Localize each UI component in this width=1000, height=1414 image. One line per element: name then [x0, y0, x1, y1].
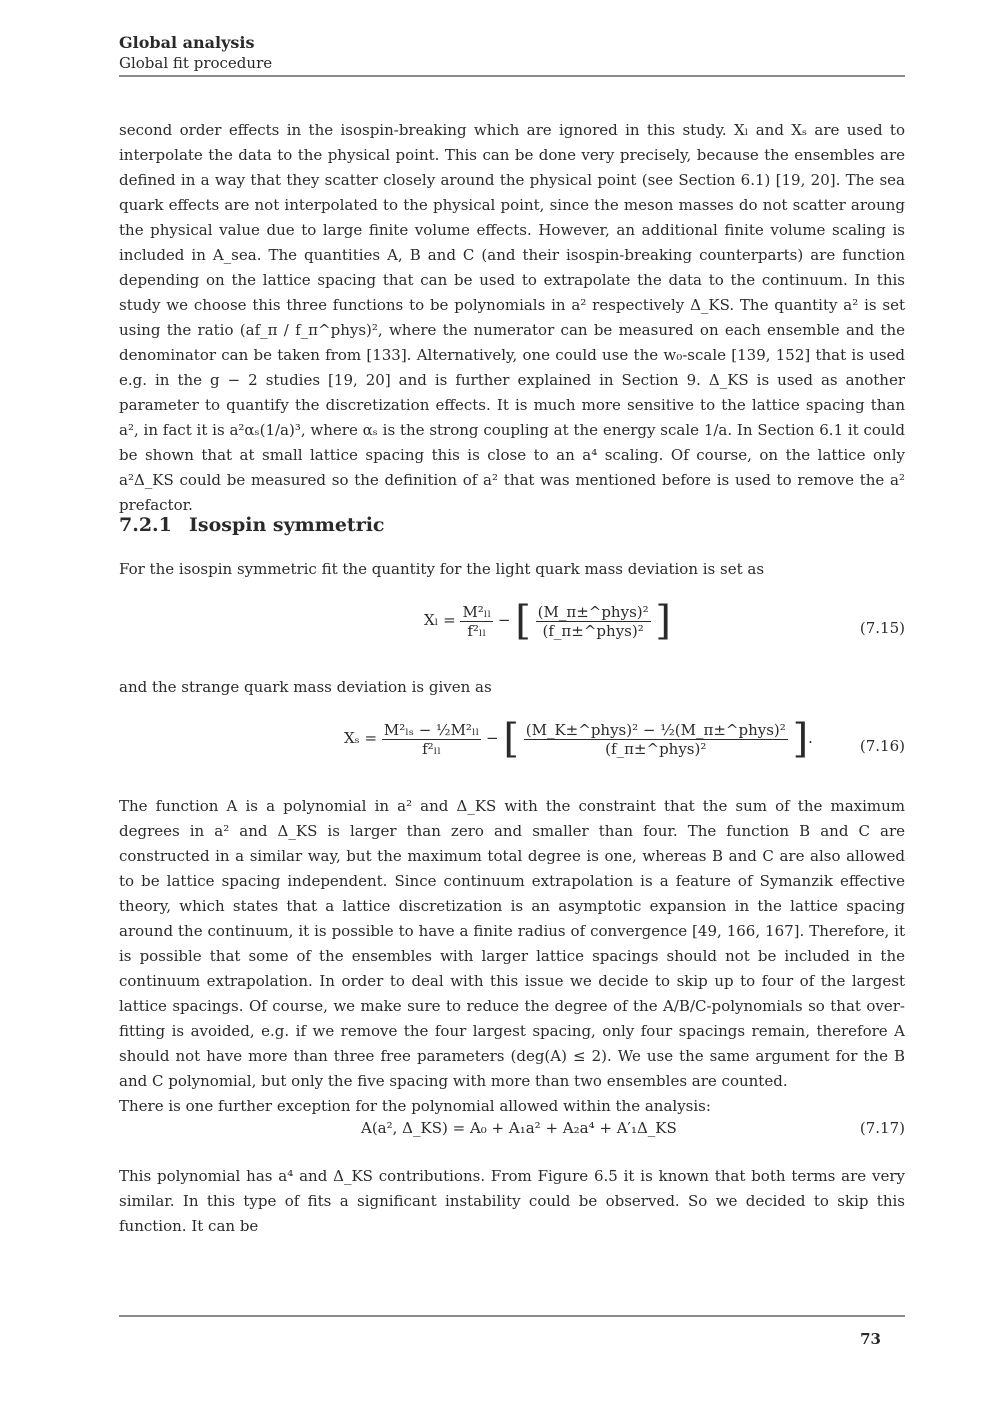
running-header-subtitle: Global fit procedure	[119, 54, 273, 72]
eq717-body: A(a², Δ_KS) = A₀ + A₁a² + A₂a⁴ + A′₁Δ_KS	[361, 1119, 677, 1137]
eq716-minus: −	[486, 729, 499, 747]
body-paragraph-1: second order effects in the isospin-breaking which are ignored in this study. Xₗ and Xₛ are used to interpolate the data to the physical point. This can be done very precisely, because the ensembles are defined in a way that they scatter closely around the physical point (see Section 6.1) [19, 20]. The sea quark effects are not interpolated to the physical point, since the meson masses do not scatter aroung the physical value due to large finite volume effects. However, an additional finite volume scaling is included in A_sea. The quantities A, B and C (and their isospin-breaking counterparts) are function depending on the lattice spacing that can be used to extrapolate the data to the continuum. In this study we choose this three functions to be polynomials in a² respectively Δ_KS. The quantity a² is set using the ratio (af_π / f_π^phys)², where the numerator can be measured on each ensemble and the denominator can be taken from [133]. Alternatively, one could use the w₀-scale [139, 152] that is used e.g. in the g − 2 studies [19, 20] and is further explained in Section 9. Δ_KS is used as another parameter to quantify the discretization effects. It is much more sensitive to the lattice spacing than a², in fact it is a²αₛ(1/a)³, where αₛ is the strong coupling at the energy scale 1/a. In Section 6.1 it could be shown that at small lattice spacing this is close to an a⁴ scaling. Of course, on the lattice only a²Δ_KS could be measured so the definition of a² that was mentioned before is used to remove the a² prefactor.	[119, 121, 905, 514]
eq717-label: (7.17)	[859, 1119, 905, 1137]
eq715-denominator: f²ₗₗ	[467, 621, 487, 640]
eq715-lhs: Xₗ =	[424, 611, 456, 629]
eq715-ratio	[536, 603, 651, 640]
body-paragraph-4-main: The function A is a polynomial in a² and Δ_KS with the constraint that the sum of the maximum degrees in a² and Δ_KS is larger than zero and smaller than four. The function B and C are constructed in a similar way, but the maximum total degree is one, whereas B and C are also allowed to be lattice spacing independent. Since continuum extrapolation is a feature of Symanzik effective theory, which states that a lattice discretization is an asymptotic expansion in the lattice spacing around the continuum, it is possible to have a finite radius of convergence [49, 166, 167]. Therefore, it is possible that some of the ensembles with larger lattice spacings should not be included in the continuum extrapolation. In order to deal with this issue we decide to skip up to four of the largest lattice spacings. Of course, we make sure to reduce the degree of the A/B/C-polynomials so that over-fitting is avoided, e.g. if we remove the four largest spacing, only four spacings remain, therefore A should not have more than three free parameters (deg(A) ≤ 2). We use the same argument for the B and C polynomial, but only the five spacing with more than two ensembles are counted.	[119, 797, 905, 1090]
eq716-ratio-numerator: (M_K±^phys)² − ½(M_π±^phys)²	[525, 720, 786, 739]
header-rule	[119, 75, 905, 77]
eq716-ratio	[524, 721, 788, 758]
eq715-numerator: M²ₗₗ	[462, 602, 492, 621]
eq715-label: (7.15)	[859, 619, 905, 637]
equation-7-15: Xₗ = $\frac{\text{M²ₗₗ}}{\text{f²ₗₗ}}$ − [ $\frac{\text{(M\_π±\textasciicircum{}phys)²}}{\text{(f\_π±\textasciicircum{}phys)²}}$ ] (7.15)	[424, 598, 905, 644]
body-paragraph-4-tail: There is one further exception for the polynomial allowed within the analysis:	[119, 1097, 711, 1115]
equation-7-16: Xₛ = $\frac{\text{M²ₗₛ − ½M²ₗₗ}}{\text{f²ₗₗ}}$ − [ $\frac{\text{(M\_K±\textasciicircum{}phys)² − ½(M\_π±\textasciicircum{}phys)²}}{\text{(f\_π±\textasciicircum{}phys)²}}$ ]. (7.16)	[344, 716, 905, 762]
section-heading	[119, 514, 385, 536]
eq715-minus: −	[497, 611, 511, 629]
eq716-tail: .	[808, 729, 813, 747]
eq716-numerator: M²ₗₛ − ½M²ₗₗ	[383, 720, 480, 739]
eq716-fraction	[382, 721, 481, 758]
eq716-denominator: f²ₗₗ	[422, 739, 441, 758]
eq716-ratio-denominator: (f_π±^phys)²	[605, 739, 707, 758]
body-paragraph-3: and the strange quark mass deviation is given as	[119, 678, 492, 696]
eq715-ratio-denominator: (f_π±^phys)²	[542, 621, 644, 640]
eq715-ratio-numerator: (M_π±^phys)²	[537, 602, 649, 621]
body-paragraph-2: For the isospin symmetric fit the quantity for the light quark mass deviation is set as	[119, 560, 765, 578]
eq715-fraction	[460, 603, 493, 640]
body-paragraph-4	[119, 794, 905, 1119]
equation-7-17	[119, 1119, 905, 1144]
running-header-title: Global analysis	[119, 33, 255, 52]
body-paragraph-5: This polynomial has a⁴ and Δ_KS contributions. From Figure 6.5 it is known that both terms are very similar. In this type of fits a significant instability could be observed. So we decided to skip this function. It can be	[119, 1167, 905, 1235]
footer-rule	[119, 1315, 905, 1317]
eq716-lhs: Xₛ =	[344, 729, 378, 747]
eq716-label: (7.16)	[859, 737, 905, 755]
section-number: 7.2.1	[119, 514, 172, 536]
page-number: 73	[860, 1330, 881, 1348]
section-title: Isospin symmetric	[189, 514, 385, 536]
